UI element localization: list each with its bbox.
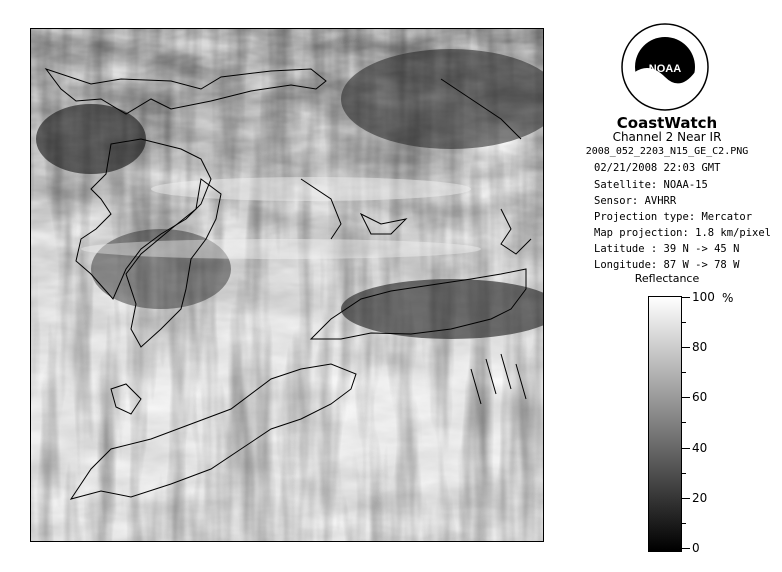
latitude: Latitude : 39 N -> 45 N xyxy=(594,243,740,255)
colorbar-minor-tick xyxy=(682,322,686,323)
reflectance-map xyxy=(31,29,543,541)
colorbar-label: 60 xyxy=(692,390,708,404)
colorbar-label: 40 xyxy=(692,441,708,455)
longitude: Longitude: 87 W -> 78 W xyxy=(594,259,740,271)
satellite: Satellite: NOAA-15 xyxy=(594,179,708,191)
colorbar-minor-tick xyxy=(682,473,686,474)
colorbar xyxy=(648,296,682,552)
dark-region-nw xyxy=(36,104,146,174)
colorbar-tick xyxy=(682,347,690,348)
colorbar-title: Reflectance xyxy=(634,272,700,285)
map-projection: Map projection: 1.8 km/pixel xyxy=(594,227,772,239)
colorbar-tick xyxy=(682,448,690,449)
satellite-image xyxy=(30,28,544,542)
colorbar-tick xyxy=(682,397,690,398)
colorbar-unit: % xyxy=(722,291,734,305)
noaa-logo xyxy=(620,22,710,112)
colorbar-tick xyxy=(682,498,690,499)
projection-type: Projection type: Mercator xyxy=(594,211,753,223)
channel-label: Channel 2 Near IR xyxy=(612,130,722,144)
colorbar-minor-tick xyxy=(682,422,686,423)
colorbar-minor-tick xyxy=(682,523,686,524)
colorbar-minor-tick xyxy=(682,372,686,373)
sensor: Sensor: AVHRR xyxy=(594,195,677,207)
brand-title: CoastWatch xyxy=(616,114,718,132)
colorbar-label: 20 xyxy=(692,491,708,505)
logo-text: NOAA xyxy=(648,63,682,75)
colorbar-label: 100 xyxy=(692,290,715,304)
colorbar-tick xyxy=(682,297,690,298)
colorbar-label: 0 xyxy=(692,541,700,555)
colorbar-label: 80 xyxy=(692,340,708,354)
datetime: 02/21/2008 22:03 GMT xyxy=(594,162,721,174)
colorbar-tick xyxy=(682,548,690,549)
file-name: 2008_052_2203_N15_GE_C2.PNG xyxy=(585,146,749,157)
